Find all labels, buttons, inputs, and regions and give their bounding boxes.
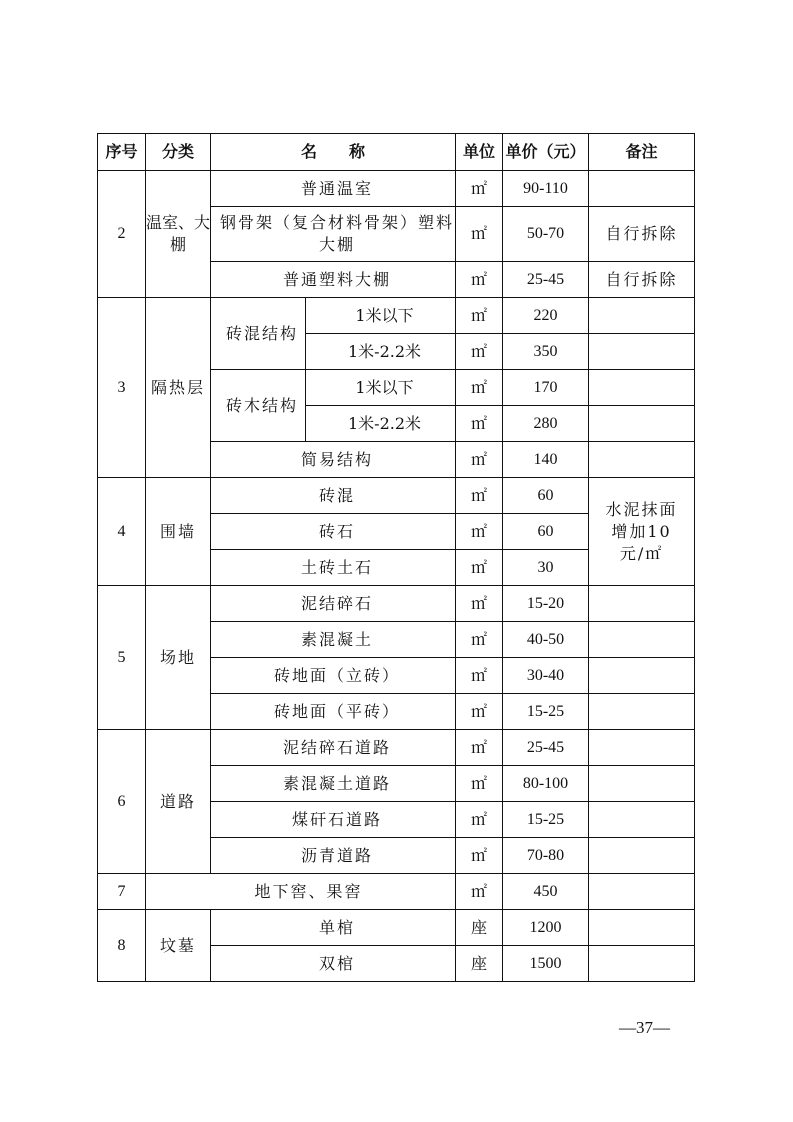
table-row [98,298,695,334]
name-cell: 土砖土石 [211,550,456,586]
structure-cell: 砖混结构 [211,298,306,370]
remark-cell: 水泥抹面增加10元/㎡ [589,478,695,586]
header-row [98,134,695,171]
price-cell: 30-40 [503,658,589,694]
header-category: 分类 [146,134,211,171]
seq-cell: 7 [98,874,146,910]
remark-cell [589,874,695,910]
price-cell: 15-25 [503,802,589,838]
price-cell: 140 [503,442,589,478]
name-cell: 简易结构 [211,442,456,478]
remark-cell [589,298,695,334]
unit-cell: ㎡ [456,658,503,694]
unit-cell: ㎡ [456,730,503,766]
table-row [98,730,695,766]
unit-cell: ㎡ [456,622,503,658]
remark-cell [589,171,695,207]
header-remark: 备注 [589,134,695,171]
name-cell: 素混凝土 [211,622,456,658]
name-cell: 素混凝土道路 [211,766,456,802]
price-cell: 220 [503,298,589,334]
price-cell: 60 [503,478,589,514]
remark-cell [589,442,695,478]
unit-cell: ㎡ [456,514,503,550]
table-row [98,910,695,946]
seq-cell: 2 [98,171,146,298]
name-cell: 砖地面（立砖） [211,658,456,694]
name-cell: 钢骨架（复合材料骨架）塑料大棚 [211,207,456,262]
remark-cell [589,946,695,982]
name-cell: 单棺 [211,910,456,946]
price-cell: 280 [503,406,589,442]
unit-cell: ㎡ [456,766,503,802]
remark-cell: 自行拆除 [589,207,695,262]
height-cell: 1米-2.2米 [306,334,456,370]
height-cell: 1米以下 [306,298,456,334]
unit-cell: ㎡ [456,838,503,874]
table-row [98,171,695,207]
unit-cell: ㎡ [456,262,503,298]
category-cell: 温室、大棚 [146,171,211,298]
unit-cell: ㎡ [456,478,503,514]
remark-cell [589,586,695,622]
price-cell: 25-45 [503,262,589,298]
unit-cell: ㎡ [456,171,503,207]
seq-cell: 8 [98,910,146,982]
seq-cell: 4 [98,478,146,586]
page-number: —37— [619,1018,670,1037]
table-row [98,874,695,910]
header-unit: 单位 [456,134,503,171]
category-cell: 地下窖、果窖 [146,874,456,910]
price-cell: 170 [503,370,589,406]
category-cell: 场地 [146,586,211,730]
table-row [98,586,695,622]
price-cell: 15-25 [503,694,589,730]
price-cell: 90-110 [503,171,589,207]
price-cell: 450 [503,874,589,910]
name-cell: 煤矸石道路 [211,802,456,838]
seq-cell: 5 [98,586,146,730]
name-cell: 双棺 [211,946,456,982]
category-cell: 坟墓 [146,910,211,982]
remark-cell [589,406,695,442]
price-cell: 350 [503,334,589,370]
name-cell: 砖混 [211,478,456,514]
seq-cell: 3 [98,298,146,478]
structure-cell: 砖木结构 [211,370,306,442]
price-cell: 30 [503,550,589,586]
price-cell: 40-50 [503,622,589,658]
name-cell: 泥结碎石道路 [211,730,456,766]
remark-cell: 自行拆除 [589,262,695,298]
remark-cell [589,694,695,730]
unit-cell: ㎡ [456,334,503,370]
price-cell: 1500 [503,946,589,982]
unit-cell: ㎡ [456,874,503,910]
unit-cell: 座 [456,946,503,982]
compensation-price-table [97,133,695,982]
remark-cell [589,334,695,370]
price-cell: 15-20 [503,586,589,622]
remark-cell [589,658,695,694]
remark-cell [589,802,695,838]
name-cell: 沥青道路 [211,838,456,874]
unit-cell: ㎡ [456,207,503,262]
price-cell: 70-80 [503,838,589,874]
unit-cell: 座 [456,910,503,946]
category-cell: 隔热层 [146,298,211,478]
unit-cell: ㎡ [456,586,503,622]
height-cell: 1米-2.2米 [306,406,456,442]
price-cell: 1200 [503,910,589,946]
unit-cell: ㎡ [456,550,503,586]
price-cell: 25-45 [503,730,589,766]
category-cell: 道路 [146,730,211,874]
unit-cell: ㎡ [456,406,503,442]
name-cell: 砖石 [211,514,456,550]
unit-cell: ㎡ [456,802,503,838]
seq-cell: 6 [98,730,146,874]
header-name: 名 称 [211,134,456,171]
name-cell: 普通温室 [211,171,456,207]
price-cell: 50-70 [503,207,589,262]
remark-cell [589,838,695,874]
table-row [98,478,695,514]
unit-cell: ㎡ [456,442,503,478]
remark-cell [589,910,695,946]
name-cell: 普通塑料大棚 [211,262,456,298]
header-price: 单价（元） [503,134,589,171]
category-cell: 围墙 [146,478,211,586]
header-seq: 序号 [98,134,146,171]
remark-cell [589,370,695,406]
remark-cell [589,730,695,766]
unit-cell: ㎡ [456,298,503,334]
remark-cell [589,766,695,802]
name-cell: 泥结碎石 [211,586,456,622]
unit-cell: ㎡ [456,370,503,406]
unit-cell: ㎡ [456,694,503,730]
height-cell: 1米以下 [306,370,456,406]
name-cell: 砖地面（平砖） [211,694,456,730]
remark-cell [589,622,695,658]
price-cell: 80-100 [503,766,589,802]
price-cell: 60 [503,514,589,550]
